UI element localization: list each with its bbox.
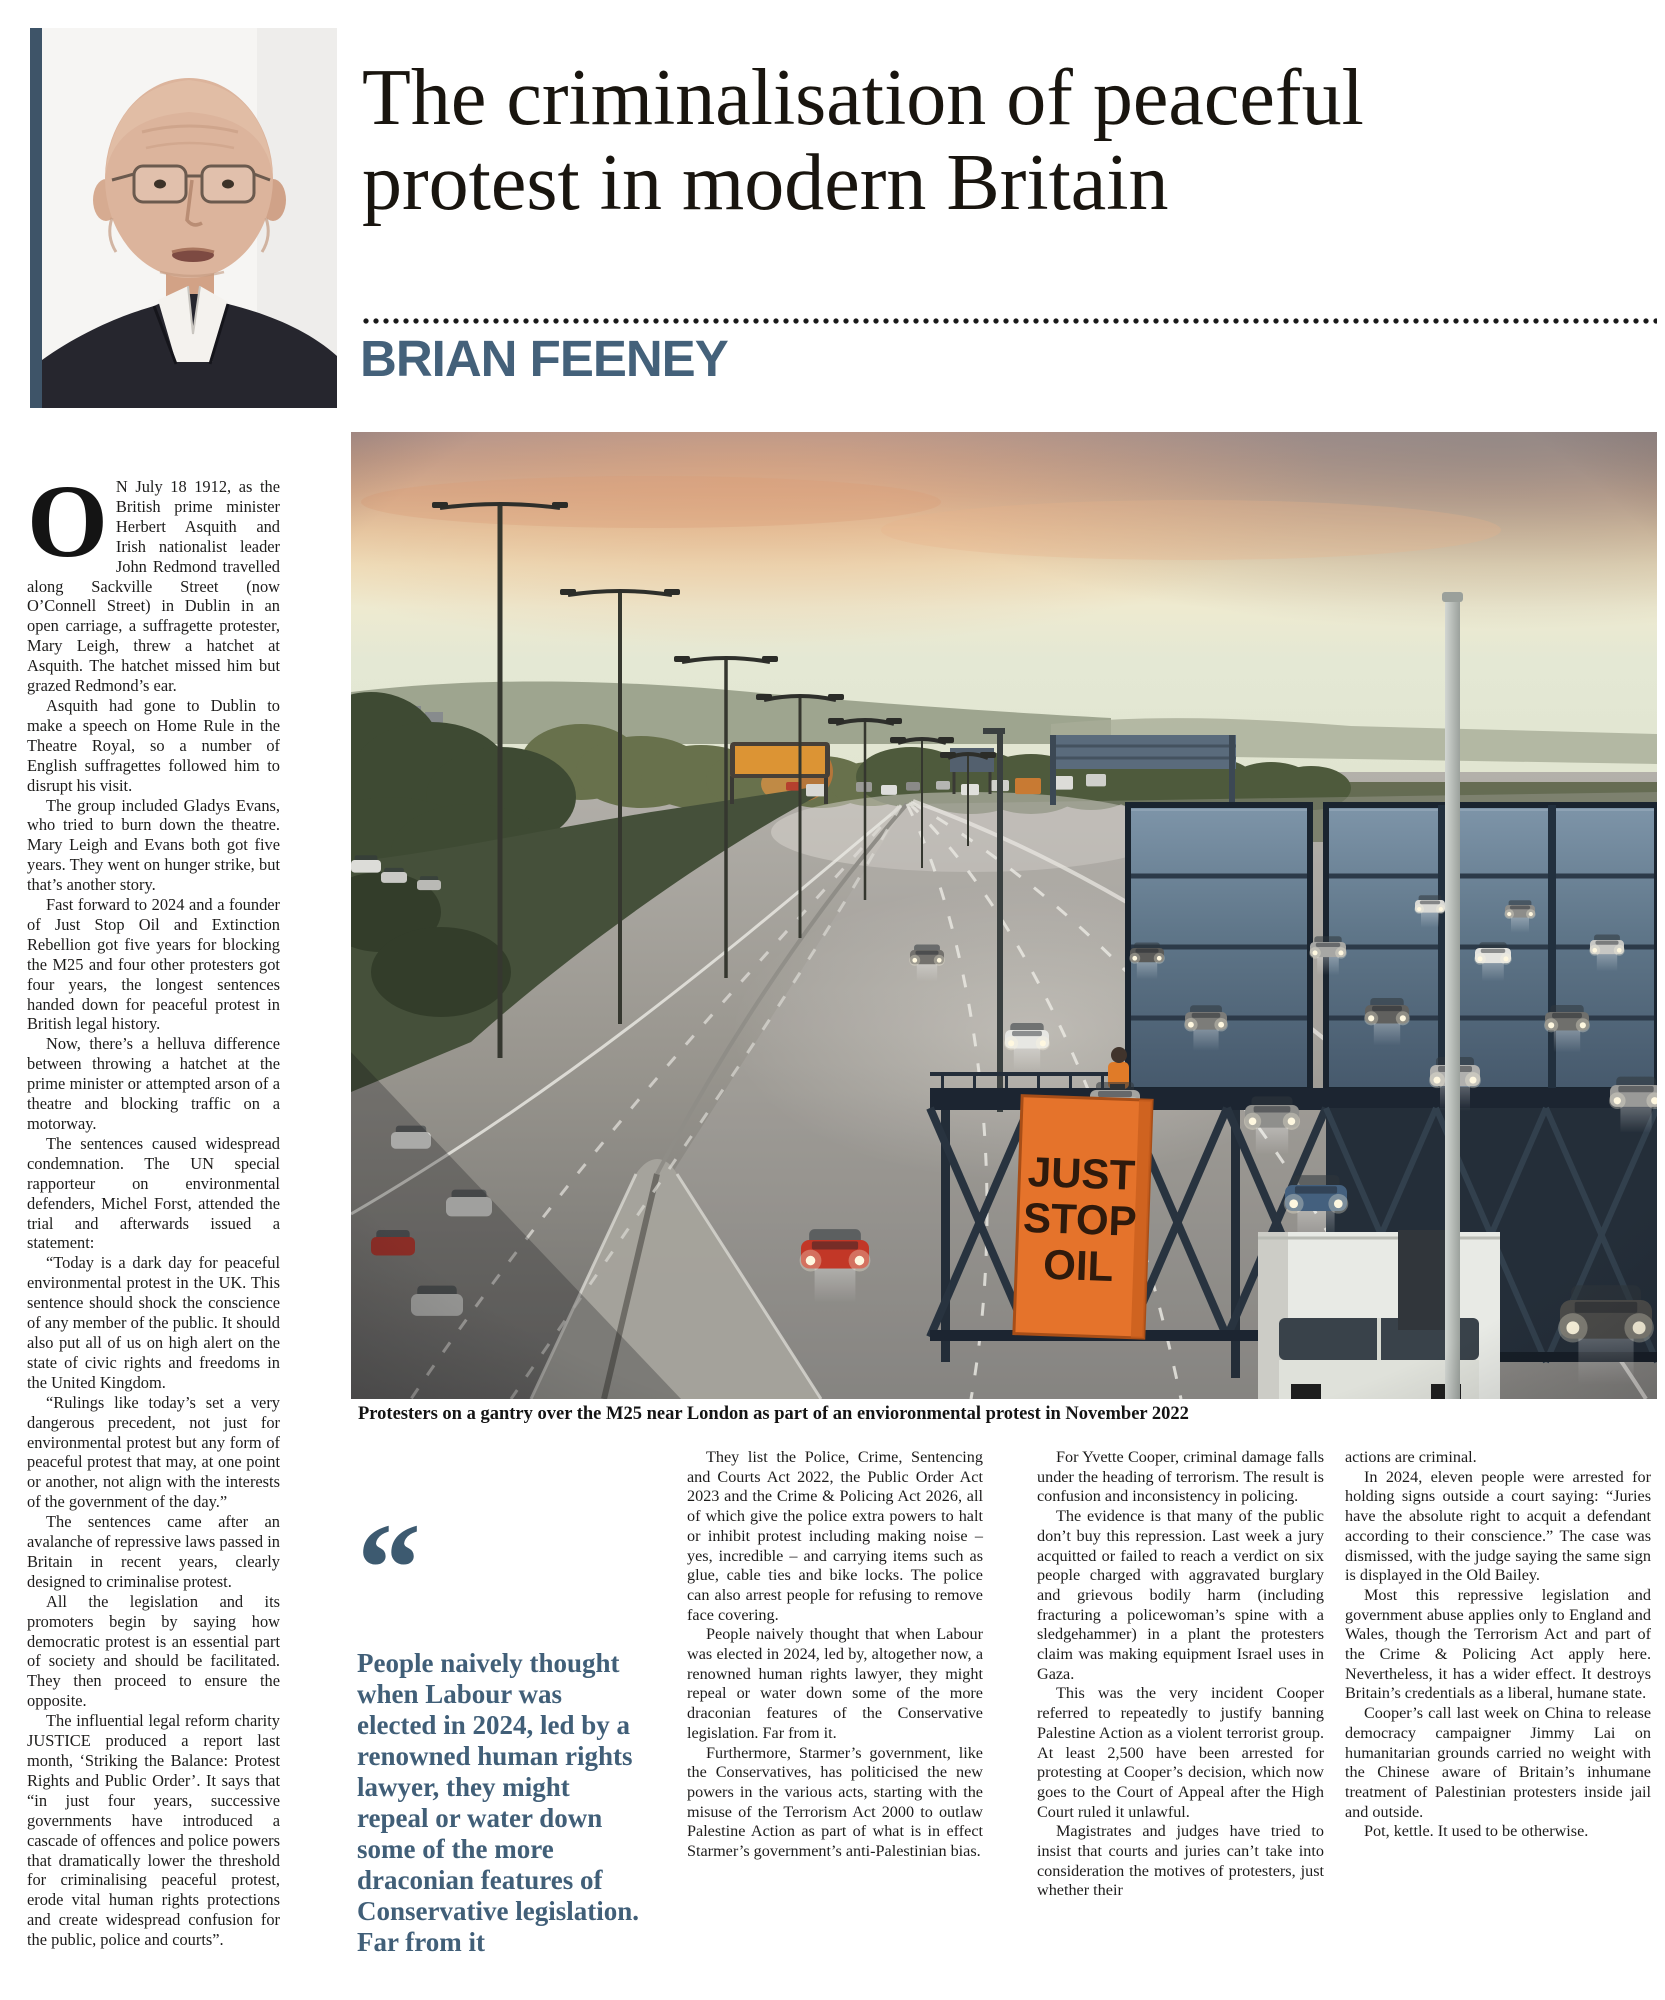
body-paragraph: In 2024, eleven people were arrested for holding signs outside a court saying: “Juries have the absolute right to acquit a defendant according to their conscience.” The case was dismissed, with the judge saying the same sign is displayed in the Old Bailey. [1345,1467,1651,1585]
author-photo [42,28,337,408]
body-paragraph: actions are criminal. [1345,1448,1477,1466]
article-column-3 [1037,1448,1324,1901]
body-paragraph: The influential legal reform charity JUSTICE produced a report last month, ‘Striking the Balance: Protest Rights and Public Order’. It says that “in just four years, successive governments have introduced a cascade of offences and police powers that dramatically lower the threshold for criminalising peaceful protest, erode vital human rights protections and create widespread confusion for the public, police and courts”. [27,1711,280,1950]
byline: BRIAN FEENEY [360,330,728,387]
body-paragraph: For Yvette Cooper, criminal damage falls under the heading of terrorism. The result is confusion and inconsistency in policing. [1037,1448,1324,1506]
article-column-1 [27,464,280,1950]
headline-line2: protest in modern Britain [362,139,1169,227]
body-paragraph: People naively thought that when Labour was elected in 2024, led by, altogether now, a renowned human rights lawyer, they might repeal or water down some of the more draconian features of the Conservative legislation. Far from it. [687,1625,983,1742]
drop-cap: O [27,464,108,579]
body-paragraph: The sentences caused widespread condemnation. The UN special rapporteur on environmental defenders, Michel Forst, attended the trial and afterwards issued a statement: [27,1133,280,1253]
photo-caption: Protesters on a gantry over the M25 near London as part of an envioronmental protest in November 2022 [358,1404,1189,1424]
body-paragraph: They list the Police, Crime, Sentencing and Courts Act 2022, the Public Order Act 2023 and the Crime & Policing Act 2026, all of which give the police extra powers to halt or inhibit protest including making noise – yes, incredible – and carrying items such as glue, cable ties and bike locks. The police can also arrest people for refusing to remove face covering. [687,1448,983,1624]
article-column-2 [687,1448,983,1862]
lead-text: N July 18 1912, as the British prime minister Herbert Asquith and Irish nationalist leader John Redmond travelled along Sackville Street (now O’Connell Street) in Dublin in an open carriage, a suffragette protester, Mary Leigh, threw a hatchet at Asquith. The hatchet missed him but grazed Redmond’s ear. [27,477,280,696]
body-paragraph: Most this repressive legislation and government abuse applies only to England and Wales, though the Terrorism Act and part of the Crime & Policing Act apply here. Nevertheless, it has a wider effect. It destroys Britain’s credentials as a liberal, humane state. [1345,1585,1651,1703]
pull-quote-text: People naively thought when Labour was elected in 2024, led by a renowned human rights lawyer, they might repeal or water down some of the more draconian features of Conservative legislation. Far from it [357,1648,639,1957]
body-paragraph: “Rulings like today’s set a very dangerous precedent, not just for environmental protest but any form of peaceful protest that may, at one point or another, not align with the interests of the government of the day.” [27,1392,280,1512]
body-paragraph: The evidence is that many of the public don’t buy this repression. Last week a jury acquitted or failed to reach a verdict on six people charged with aggravated burglary and grievous bodily harm (including fracturing a policewoman’s spine with a sledgehammer) in a plant the protesters claim was making equipment Israel uses in Gaza. [1037,1507,1324,1683]
body-paragraph: “Today is a dark day for peaceful environmental protest in the UK. This sentence should shock the conscience of any member of the public. It should also put all of us on high alert on the state of civic rights and freedoms in the United Kingdom. [27,1253,280,1392]
body-paragraph: Cooper’s call last week on China to release democracy campaigner Jimmy Lai on humanitarian grounds carried no weight with the Chinese aware of Britain’s inhumane treatment of Palestinian protesters inside jail and outside. [1345,1704,1651,1821]
body-paragraph: Now, there’s a helluva difference between throwing a hatchet at the prime minister or attempted arson of a theatre and blocking traffic on a motorway. [27,1034,280,1133]
body-paragraph: Pot, kettle. It used to be otherwise. [1364,1822,1589,1841]
headline-line1: The criminalisation of peaceful [362,54,1364,142]
lead-paragraph [27,464,280,696]
motorway-protest-scene [351,432,1657,1399]
byline-accent-bar [30,28,42,408]
body-paragraph: The sentences came after an avalanche of repressive laws passed in Britain in recent years, clearly designed to criminalise protest. [27,1512,280,1591]
body-paragraph: Magistrates and judges have tried to insist that courts and juries can’t take into consideration the motives of protesters, just whether their [1037,1822,1324,1900]
quote-mark-icon: “ [357,1497,421,1639]
body-paragraph: All the legislation and its promoters begin by saying how democratic protest is an essential part of society and should be facilitated. They then proceed to ensure the opposite. [27,1591,280,1711]
main-photo [351,432,1657,1399]
article-column-4 [1345,1448,1651,1842]
body-paragraph: This was the very incident Cooper referred to repeatedly to justify banning Palestine Action as a violent terrorist group. At least 2,500 have been arrested for protesting at Cooper’s decision, which now goes to the Court of Appeal after the High Court ruled it unlawful. [1037,1684,1324,1821]
pull-quote [357,1497,643,1958]
author-portrait-illustration [42,28,337,408]
body-paragraph: The group included Gladys Evans, who tried to burn down the theatre. Mary Leigh and Evans both got five years. They went on hunger strike, but that’s another story. [27,795,280,895]
body-paragraph: Asquith had gone to Dublin to make a speech on Home Rule in the Theatre Royal, so a number of English suffragettes followed him to disrupt his visit. [27,695,280,795]
headline [362,56,1662,226]
dotted-rule [362,317,1657,325]
body-paragraph: Fast forward to 2024 and a founder of Just Stop Oil and Extinction Rebellion got five years for blocking the M25 and four other protesters got four years, the longest sentences handed down for peaceful protest in British legal history. [27,895,280,1034]
body-paragraph: Furthermore, Starmer’s government, like the Conservatives, has politicised the new powers in the various acts, starting with the misuse of the Terrorism Act 2000 to outlaw Palestine Action as part of what is in effect Starmer’s government’s anti-Palestinian bias. [687,1743,983,1861]
